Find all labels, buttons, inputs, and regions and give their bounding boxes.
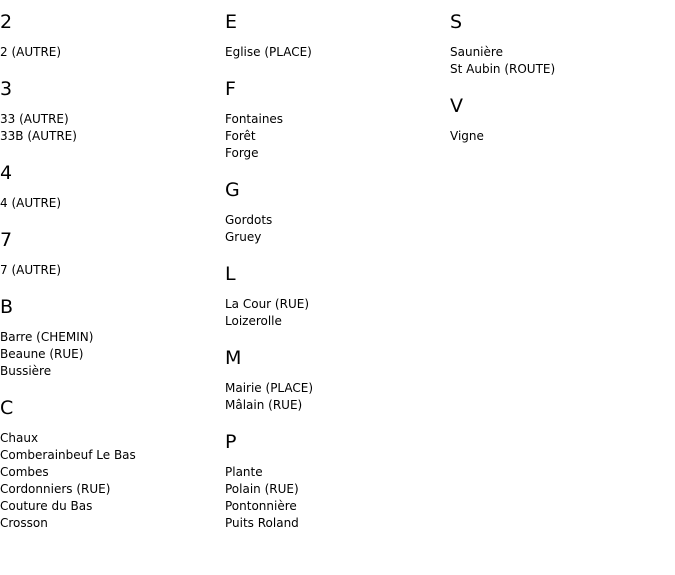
letter-heading: V [450, 95, 463, 117]
list-item [0, 262, 220, 279]
street-link-33-autre[interactable]: 33 (AUTRE) [0, 112, 69, 126]
letter-group-b [0, 295, 220, 380]
street-list [225, 111, 445, 162]
column-1 [0, 10, 220, 532]
street-list [0, 329, 220, 380]
street-link-7-autre[interactable]: 7 (AUTRE) [0, 263, 62, 277]
letter-heading: M [225, 347, 242, 369]
street-list [0, 262, 220, 279]
list-item [0, 363, 220, 380]
list-item [225, 111, 445, 128]
street-list [0, 44, 220, 61]
letter-group-p [225, 430, 445, 532]
street-link-beaune-rue[interactable]: Beaune (RUE) [0, 347, 84, 361]
list-item [225, 145, 445, 162]
street-link-plante[interactable]: Plante [225, 465, 263, 479]
letter-heading: C [0, 397, 14, 419]
letter-group-7 [0, 228, 220, 279]
list-item [0, 464, 220, 481]
street-list [225, 296, 445, 330]
letter-group-f [225, 77, 445, 162]
list-item [225, 44, 445, 61]
list-item [0, 515, 220, 532]
letter-group-3 [0, 77, 220, 145]
letter-heading: P [225, 431, 237, 453]
street-link-st-aubin-route[interactable]: St Aubin (ROUTE) [450, 62, 556, 76]
letter-group-e [225, 10, 445, 61]
letter-heading: 7 [0, 229, 13, 251]
letter-group-m [225, 346, 445, 414]
letter-heading: S [450, 11, 463, 33]
list-item [0, 195, 220, 212]
street-link-forge[interactable]: Forge [225, 146, 259, 160]
list-item [225, 481, 445, 498]
street-link-fontaines[interactable]: Fontaines [225, 112, 284, 126]
list-item [0, 498, 220, 515]
list-item [225, 296, 445, 313]
letter-heading: E [225, 11, 238, 33]
letter-group-4 [0, 161, 220, 212]
street-link-4-autre[interactable]: 4 (AUTRE) [0, 196, 62, 210]
list-item [0, 111, 220, 128]
street-list [0, 195, 220, 212]
street-link-comberainbeuf-le-bas[interactable]: Comberainbeuf Le Bas [0, 448, 136, 462]
street-link-puits-roland[interactable]: Puits Roland [225, 516, 299, 530]
street-link-chaux[interactable]: Chaux [0, 431, 39, 445]
street-list [450, 128, 670, 145]
letter-heading: F [225, 78, 236, 100]
street-list [0, 111, 220, 145]
street-link-loizerolle[interactable]: Loizerolle [225, 314, 282, 328]
letter-heading: L [225, 263, 236, 285]
list-item [225, 397, 445, 414]
street-link-crosson[interactable]: Crosson [0, 516, 48, 530]
list-item [225, 229, 445, 246]
street-link-eglise-place[interactable]: Eglise (PLACE) [225, 45, 312, 59]
list-item [225, 128, 445, 145]
street-link-la-cour-rue[interactable]: La Cour (RUE) [225, 297, 309, 311]
street-list [225, 212, 445, 246]
list-item [0, 44, 220, 61]
street-link-sauniere[interactable]: Saunière [450, 45, 503, 59]
street-list [450, 44, 670, 78]
letter-heading: G [225, 179, 240, 201]
street-link-gruey[interactable]: Gruey [225, 230, 262, 244]
letter-group-v [450, 94, 670, 145]
list-item [450, 44, 670, 61]
street-list [0, 430, 220, 532]
letter-heading: 3 [0, 78, 13, 100]
street-link-gordots[interactable]: Gordots [225, 213, 273, 227]
list-item [0, 481, 220, 498]
letter-heading: B [0, 296, 14, 318]
column-2 [225, 10, 445, 532]
list-item [225, 212, 445, 229]
street-link-2-autre[interactable]: 2 (AUTRE) [0, 45, 62, 59]
list-item [0, 430, 220, 447]
street-link-bussiere[interactable]: Bussière [0, 364, 52, 378]
letter-heading: 4 [0, 162, 13, 184]
street-link-barre-chemin[interactable]: Barre (CHEMIN) [0, 330, 94, 344]
list-item [225, 515, 445, 532]
street-link-33b-autre[interactable]: 33B (AUTRE) [0, 129, 77, 143]
list-item [450, 61, 670, 78]
street-link-mairie-place[interactable]: Mairie (PLACE) [225, 381, 314, 395]
list-item [225, 498, 445, 515]
list-item [0, 447, 220, 464]
letter-heading: 2 [0, 11, 13, 33]
list-item [225, 380, 445, 397]
list-item [0, 329, 220, 346]
street-link-polain-rue[interactable]: Polain (RUE) [225, 482, 299, 496]
street-link-foret[interactable]: Forêt [225, 129, 256, 143]
column-3 [450, 10, 670, 145]
street-link-cordonniers-rue[interactable]: Cordonniers (RUE) [0, 482, 111, 496]
letter-group-2 [0, 10, 220, 61]
list-item [450, 128, 670, 145]
letter-group-l [225, 262, 445, 330]
letter-group-g [225, 178, 445, 246]
street-link-malain-rue[interactable]: Mâlain (RUE) [225, 398, 303, 412]
street-list [225, 44, 445, 61]
letter-group-c [0, 396, 220, 532]
street-link-couture-du-bas[interactable]: Couture du Bas [0, 499, 93, 513]
list-item [0, 128, 220, 145]
street-link-pontonniere[interactable]: Pontonnière [225, 499, 297, 513]
list-item [225, 464, 445, 481]
street-list [225, 380, 445, 414]
list-item [225, 313, 445, 330]
letter-group-s [450, 10, 670, 78]
street-link-vigne[interactable]: Vigne [450, 129, 484, 143]
list-item [0, 346, 220, 363]
street-list [225, 464, 445, 532]
street-link-combes[interactable]: Combes [0, 465, 49, 479]
